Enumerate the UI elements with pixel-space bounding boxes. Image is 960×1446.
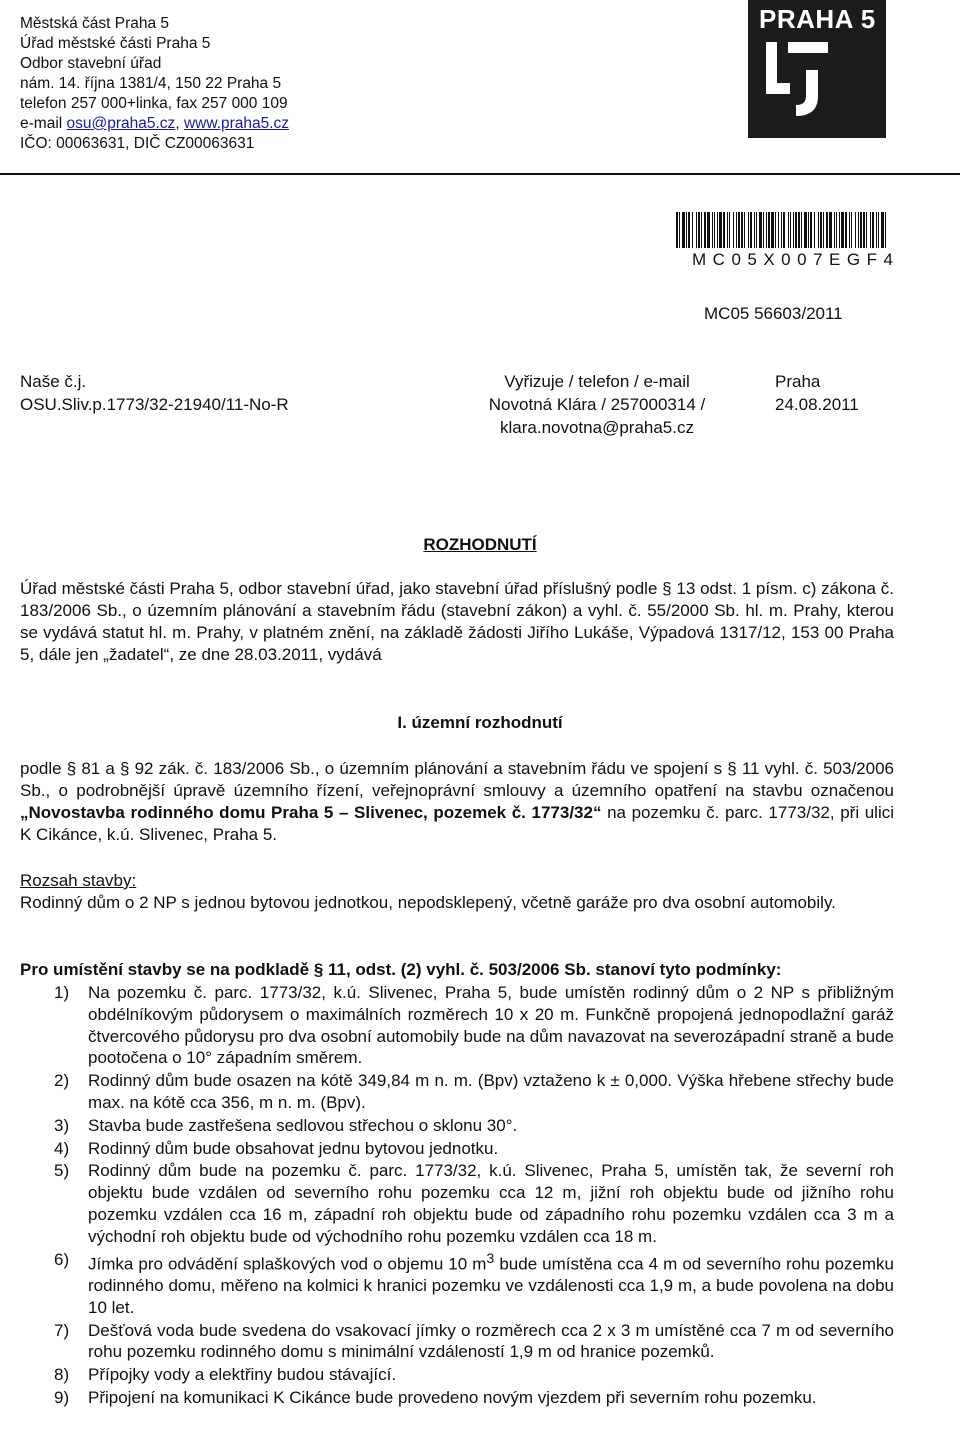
handler-email: klara.novotna@praha5.cz: [500, 418, 694, 437]
address-line: telefon 257 000+linka, fax 257 000 109: [20, 95, 288, 112]
scope-label: Rozsah stavby:: [20, 871, 137, 890]
our-ref-label: Naše č.j.: [20, 372, 87, 391]
barcode-text: MC05X007EGF4: [692, 250, 900, 269]
handler-info: [468, 370, 726, 439]
project-name: „Novostavba rodinného domu Praha 5 – Slivenec, pozemek č. 1773/32“: [20, 803, 602, 822]
address-line: Odbor stavební úřad: [20, 55, 162, 72]
handler-label: Vyřizuje / telefon / e-mail: [504, 372, 690, 391]
sender-address: [20, 14, 289, 154]
list-item: 9) Připojení na komunikaci K Cikánce bude provedeno novým vjezdem při severním rohu pozemku.: [54, 1388, 817, 1407]
handler-line: Novotná Klára / 257000314 /: [488, 395, 706, 414]
praha5-logo: [748, 0, 886, 138]
reference-number: MC05 56603/2011: [704, 304, 843, 323]
logo-text: PRAHA 5: [759, 4, 876, 34]
list-item: 2) Rodinný dům bude osazen na kótě 349,84 m n. m. (Bpv) vztaženo k ± 0,000. Výška hřebene střechy bude max. na kótě cca 356, m n. m. (Bpv).: [54, 1071, 894, 1112]
section-heading: I. územní rozhodnutí: [397, 713, 563, 732]
barcode-icon: [676, 212, 888, 248]
address-line: Městská část Praha 5: [20, 15, 170, 32]
date: 24.08.2011: [775, 395, 859, 414]
header-divider: [0, 173, 960, 175]
our-reference: [20, 370, 289, 416]
conditions-heading: Pro umístění stavby se na podkladě § 11, odst. (2) vyhl. č. 503/2006 Sb. stanoví tyto podmínky:: [20, 960, 782, 979]
place: Praha: [775, 372, 821, 391]
scope-block: [20, 870, 894, 914]
web-link[interactable]: www.praha5.cz: [183, 115, 290, 132]
list-item: 1) Na pozemku č. parc. 1773/32, k.ú. Slivenec, Praha 5, bude umístěn rodinný dům o 2 NP s přibližným obdélníkovým půdorysem o maximálních rozměrech 10 x 20 m. Funkčně propojená jednopodlažní garáž čtvercového půdorysu pro dva osobní automobily bude na dům navazovat na severozápadní straně a bude pootočena o 10° západním směrem.: [54, 983, 894, 1068]
list-item: 3) Stavba bude zastřešena sedlovou střechou o sklonu 30°.: [54, 1115, 518, 1135]
place-date: [775, 370, 859, 416]
address-line: nám. 14. října 1381/4, 150 22 Praha 5: [20, 75, 282, 92]
logo-mark-icon: [748, 0, 886, 138]
contact-line: e-mail osu@praha5.cz, www.praha5.cz: [20, 115, 290, 132]
scope-text: Rodinný dům o 2 NP s jednou bytovou jednotkou, nepodsklepený, včetně garáže pro dva osobní automobily.: [20, 893, 836, 912]
address-line: Úřad městské části Praha 5: [20, 35, 211, 52]
email-link[interactable]: osu@praha5.cz: [66, 115, 176, 132]
ico-line: IČO: 00063631, DIČ CZ00063631: [20, 135, 255, 152]
document-title: ROZHODNUTÍ: [423, 535, 537, 554]
conditions-list: [20, 982, 894, 1410]
list-item: 6) Jímka pro odvádění splaškových vod o objemu 10 $m^3$ bude umístěna cca 4 m od severního rohu pozemku rodinného domu, měřeno na kolmici k hranici pozemku ve vzdálenosti cca 1,9 m, a bude povolena na dobu 10 let.: [54, 1249, 894, 1317]
list-item: 8) Přípojky vody a elektřiny budou stávající.: [54, 1365, 397, 1385]
list-item: 5) Rodinný dům bude na pozemku č. parc. 1773/32, k.ú. Slivenec, Praha 5, umístěn tak, že severní roh objektu bude vzdálen od severního rohu pozemku cca 12 m, jižní roh objektu bude od jižního rohu pozemku vzdálen cca 16 m, západní roh objektu bude od západního rohu pozemku vzdálen cca 3 m a východní roh objektu bude od východního rohu pozemku vzdálen cca 18 m.: [54, 1161, 894, 1246]
decision-paragraph: podle § 81 a § 92 zák. č. 183/2006 Sb., o územním plánování a stavebním řádu ve spojení s § 11 vyhl. č. 503/2006 Sb., o podrobnější úpravě územního řízení, veřejnoprávní smlouvy a územního opatření na stavbu označenou „Novostavba rodinného domu Praha 5 – Slivenec, pozemek č. 1773/32“ na pozemku č. parc. 1773/32, při ulici K Cikánce, k.ú. Slivenec, Praha 5.: [20, 759, 894, 844]
list-item: 7) Dešťová voda bude svedena do vsakovací jímky o rozměrech cca 2 x 3 m umístěné cca 7 m od severního rohu pozemku rodinného domu s minimální vzdáleností 1,9 m od hranice pozemků.: [54, 1320, 894, 1362]
our-ref-value: OSU.Sliv.p.1773/32-21940/11-No-R: [20, 395, 289, 414]
list-item: 4) Rodinný dům bude obsahovat jednu bytovou jednotku.: [54, 1138, 499, 1158]
intro-paragraph: Úřad městské části Praha 5, odbor stavební úřad, jako stavební úřad příslušný podle § 13 odst. 1 písm. c) zákona č. 183/2006 Sb., o územním plánování a stavebním řádu (stavební zákon) a vyhl. č. 55/2000 Sb. hl. m. Prahy, kterou se vydává statut hl. m. Prahy, v platném znění, na základě žádosti Jiřího Lukáše, Výpadová 1317/12, 153 00 Praha 5, dále jen „žadatel“, ze dne 28.03.2011, vydává: [20, 579, 894, 664]
